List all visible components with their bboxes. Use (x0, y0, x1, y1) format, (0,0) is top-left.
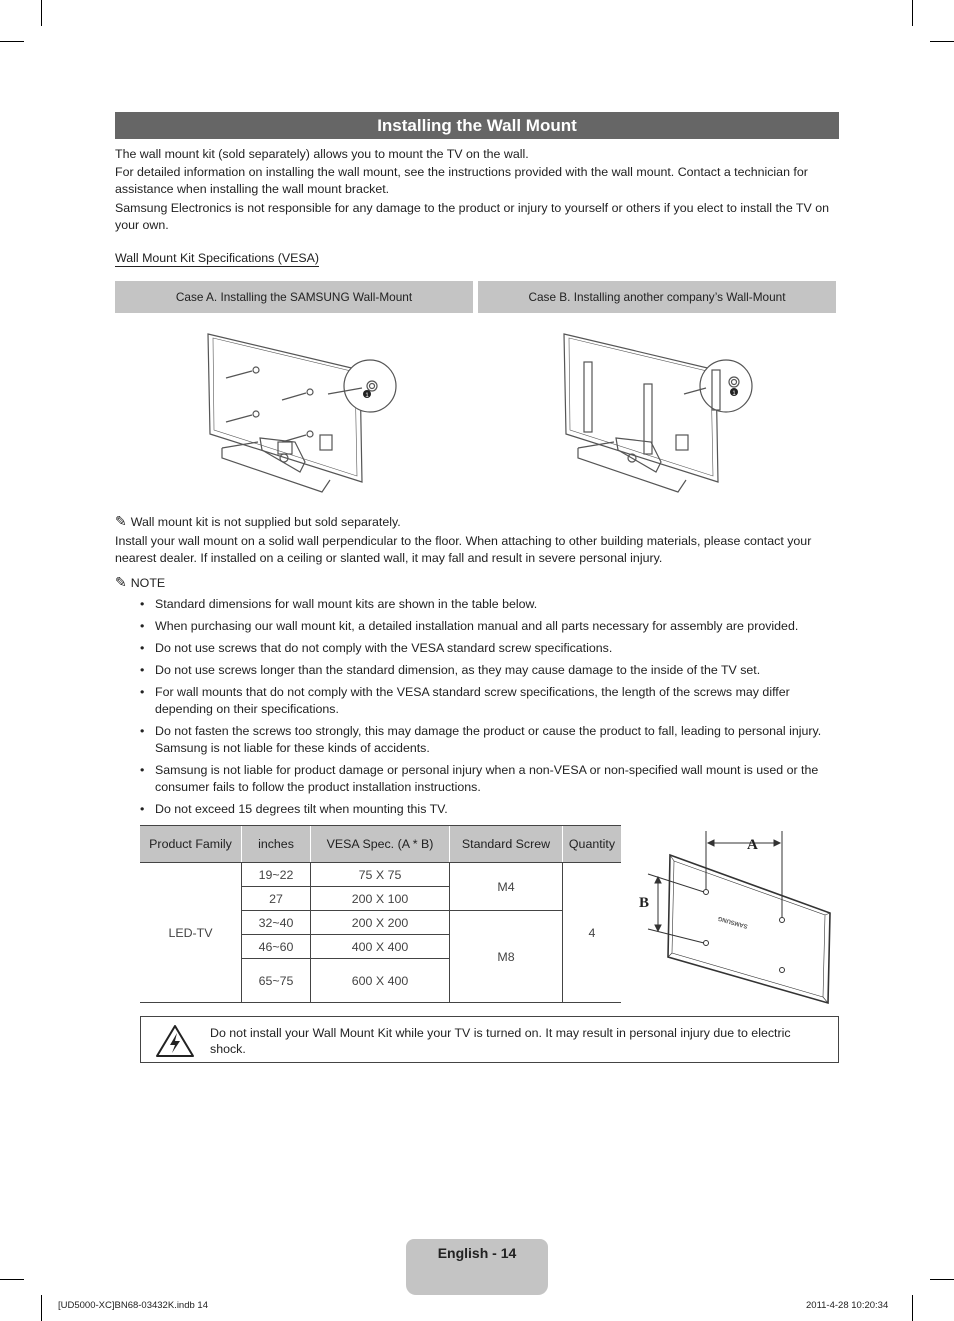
dimension-label-b: B (639, 895, 650, 911)
footer-timestamp: 2011-4-28 10:20:34 (806, 1300, 889, 1311)
vesa-cell: 200 X 100 (311, 887, 450, 911)
table-row (140, 863, 621, 887)
case-b-header: Case B. Installing another company’s Wall-Mount (478, 281, 836, 313)
screw-m8-cell: M8 (450, 911, 563, 1003)
vesa-cell: 600 X 400 (311, 959, 450, 1003)
list-item: • For wall mounts that do not comply with the VESA standard screw specifications, the length of the screws may differ depending on their specifications. (140, 684, 840, 718)
warning-text: Do not install your Wall Mount Kit while your TV is turned on. It may result in personal injury due to electric shock. (210, 1026, 791, 1056)
screw-m4-cell: M4 (450, 863, 563, 911)
list-item: • When purchasing our wall mount kit, a detailed installation manual and all parts necessary for assembly are provided. (140, 618, 840, 635)
header-quantity: Quantity (563, 826, 622, 863)
note-bullet-list (140, 596, 840, 823)
pencil-icon: ✎ (115, 574, 127, 590)
list-item: • Do not use screws that do not comply with the VESA standard screw specifications. (140, 640, 840, 657)
inches-cell: 27 (242, 887, 311, 911)
crop-mark (0, 41, 24, 42)
vesa-cell: 400 X 400 (311, 935, 450, 959)
callout-number: 1 (732, 391, 736, 397)
callout-number: 1 (365, 393, 369, 399)
electric-shock-warning-icon (155, 1024, 195, 1058)
warning-box (140, 1016, 839, 1063)
sold-separately-text: Wall mount kit is not supplied but sold separately. (130, 515, 401, 529)
inches-cell: 65~75 (242, 959, 311, 1003)
crop-mark (0, 1279, 24, 1280)
header-standard-screw: Standard Screw (450, 826, 563, 863)
quantity-cell: 4 (563, 863, 622, 1003)
crop-mark (41, 0, 42, 26)
header-product-family: Product Family (140, 826, 242, 863)
intro-paragraph-3: Samsung Electronics is not responsible for any damage to the product or injury to yourself or others if you elect to install the TV on your own. (115, 201, 829, 232)
case-b-illustration (556, 330, 756, 495)
intro-paragraph-2: For detailed information on installing the wall mount, see the instructions provided with the wall mount. Contact a technician for assistance when installing the wall mount bracket. (115, 165, 808, 196)
intro-paragraph-1: The wall mount kit (sold separately) allows you to mount the TV on the wall. (115, 147, 529, 161)
note-heading (115, 574, 165, 591)
vesa-cell: 75 X 75 (311, 863, 450, 887)
list-item: • Do not fasten the screws too strongly, this may damage the product or cause the product to fall, leading to personal injury. Samsung is not liable for these kinds of accidents. (140, 723, 840, 757)
header-vesa-spec: VESA Spec. (A * B) (311, 826, 450, 863)
list-item: • Standard dimensions for wall mount kits are shown in the table below. (140, 596, 840, 613)
crop-mark (41, 1295, 42, 1321)
spec-heading: Wall Mount Kit Specifications (VESA) (115, 251, 320, 265)
page-title: Installing the Wall Mount (115, 112, 839, 139)
vesa-dimension-diagram (630, 825, 840, 1010)
install-paragraph: Install your wall mount on a solid wall perpendicular to the floor. When attaching to other building materials, please contact your nearest dealer. If installed on a ceiling or slanted wall, it may fall and result in severe personal injury. (115, 534, 812, 565)
footer-file-info: [UD5000-XC]BN68-03432K.indb 14 (58, 1300, 208, 1311)
vesa-cell: 200 X 200 (311, 911, 450, 935)
list-item: • Samsung is not liable for product damage or personal injury when a non-VESA or non-specified wall mount is used or the consumer fails to follow the product installation instructions. (140, 762, 840, 796)
crop-mark (912, 1295, 913, 1321)
list-item: • Do not exceed 15 degrees tilt when mounting this TV. (140, 801, 840, 818)
header-inches: inches (242, 826, 311, 863)
pencil-icon: ✎ (115, 513, 127, 529)
product-family-cell: LED-TV (140, 863, 242, 1003)
sold-separately-note (115, 513, 401, 530)
list-item: • Do not use screws longer than the standard dimension, as they may cause damage to the inside of the TV set. (140, 662, 840, 679)
vesa-spec-table (140, 825, 621, 1003)
crop-mark (930, 1279, 954, 1280)
inches-cell: 46~60 (242, 935, 311, 959)
case-a-header: Case A. Installing the SAMSUNG Wall-Mount (115, 281, 473, 313)
brand-mark: SAMSUNG (717, 914, 749, 929)
crop-mark (912, 0, 913, 26)
dimension-label-a: A (747, 837, 758, 853)
page-number-tab (406, 1239, 548, 1295)
note-label: NOTE (130, 576, 166, 590)
case-a-illustration (200, 330, 400, 495)
page-label: English - 14 (437, 1245, 517, 1261)
inches-cell: 32~40 (242, 911, 311, 935)
crop-mark (930, 41, 954, 42)
inches-cell: 19~22 (242, 863, 311, 887)
table-header-row (140, 826, 621, 863)
